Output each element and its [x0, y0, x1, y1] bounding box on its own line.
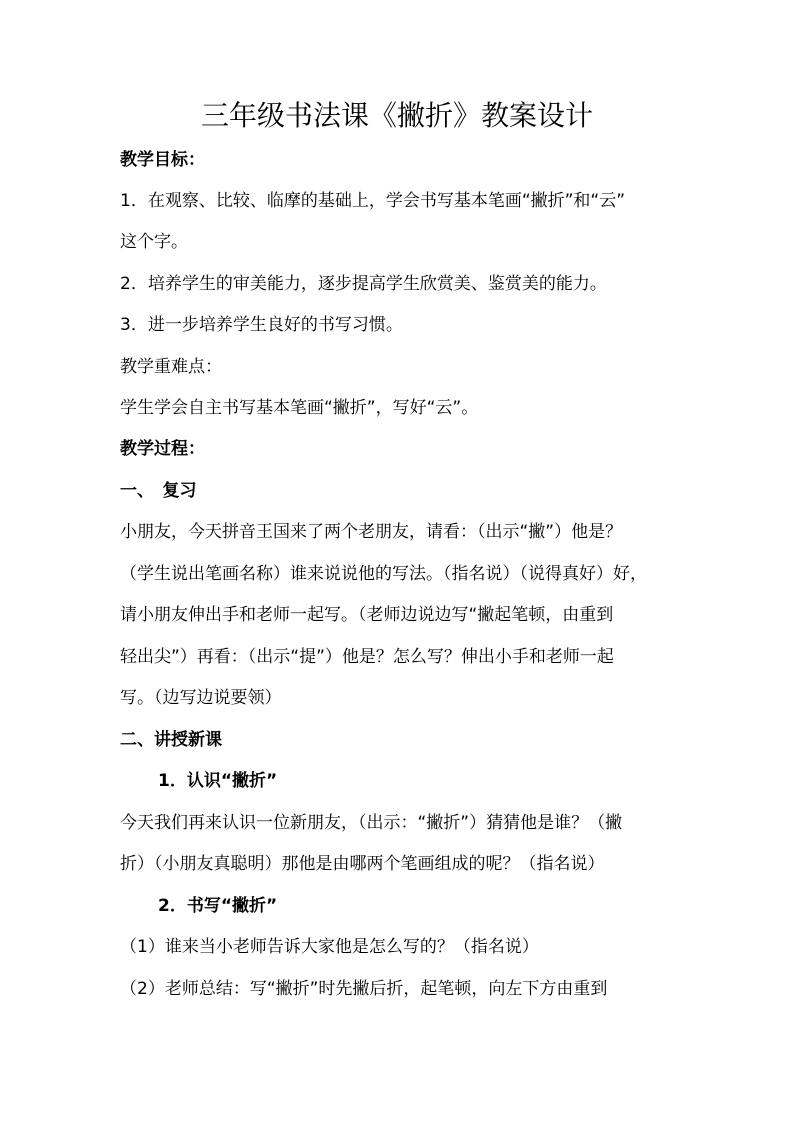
goal-3: 3．进一步培养学生良好的书写习惯。 [120, 315, 403, 335]
section-1-paragraph-line: 请小朋友伸出手和老师一起写。（老师边说边写“撇起笔顿，由重到 [120, 605, 614, 625]
subsection-2-heading: 2．书写“撇折” [158, 896, 278, 916]
goals-heading: 教学目标： [120, 150, 205, 170]
section-1-heading: 一、 复习 [120, 481, 197, 501]
section-1-paragraph-line: 写。（边写边说要领） [120, 688, 282, 708]
section-1-paragraph-line: 小朋友，今天拼音王国来了两个老朋友，请看：（出示“撇”）他是？ [120, 522, 623, 542]
subsection-1-paragraph-line: 今天我们再来认识一位新朋友，（出示：“撇折”）猜猜他是谁？（撇 [120, 813, 623, 833]
subsection-1-heading: 1．认识“撇折” [158, 771, 278, 791]
goal-2: 2．培养学生的审美能力，逐步提高学生欣赏美、鉴赏美的能力。 [120, 274, 607, 294]
section-2-heading: 二、讲授新课 [120, 730, 222, 750]
key-points-text: 学生学会自主书写基本笔画“撇折”，写好“云”。 [120, 398, 479, 418]
subsection-1-paragraph-line: 折）（小朋友真聪明）那他是由哪两个笔画组成的呢？（指名说） [120, 854, 605, 874]
subsection-2-item: （1）谁来当小老师告诉大家他是怎么写的？（指名说） [120, 937, 539, 957]
goal-1-line-1: 1．在观察、比较、临摩的基础上，学会书写基本笔画“撇折”和“云” [120, 191, 626, 211]
goal-1-line-2: 这个字。 [120, 232, 188, 252]
section-1-paragraph-line: （学生说出笔画名称）谁来说说他的写法。（指名说）（说得真好）好， [120, 564, 647, 584]
subsection-2-item: （2）老师总结：写“撇折”时先撇后折，起笔顿，向左下方由重到 [120, 979, 608, 999]
key-points-heading: 教学重难点： [120, 357, 222, 377]
section-1-paragraph-line: 轻出尖”）再看：（出示“提”）他是？怎么写？伸出小手和老师一起 [120, 647, 614, 667]
process-heading: 教学过程： [120, 439, 205, 459]
document-title: 三年级书法课《撇折》教案设计 [200, 99, 593, 132]
